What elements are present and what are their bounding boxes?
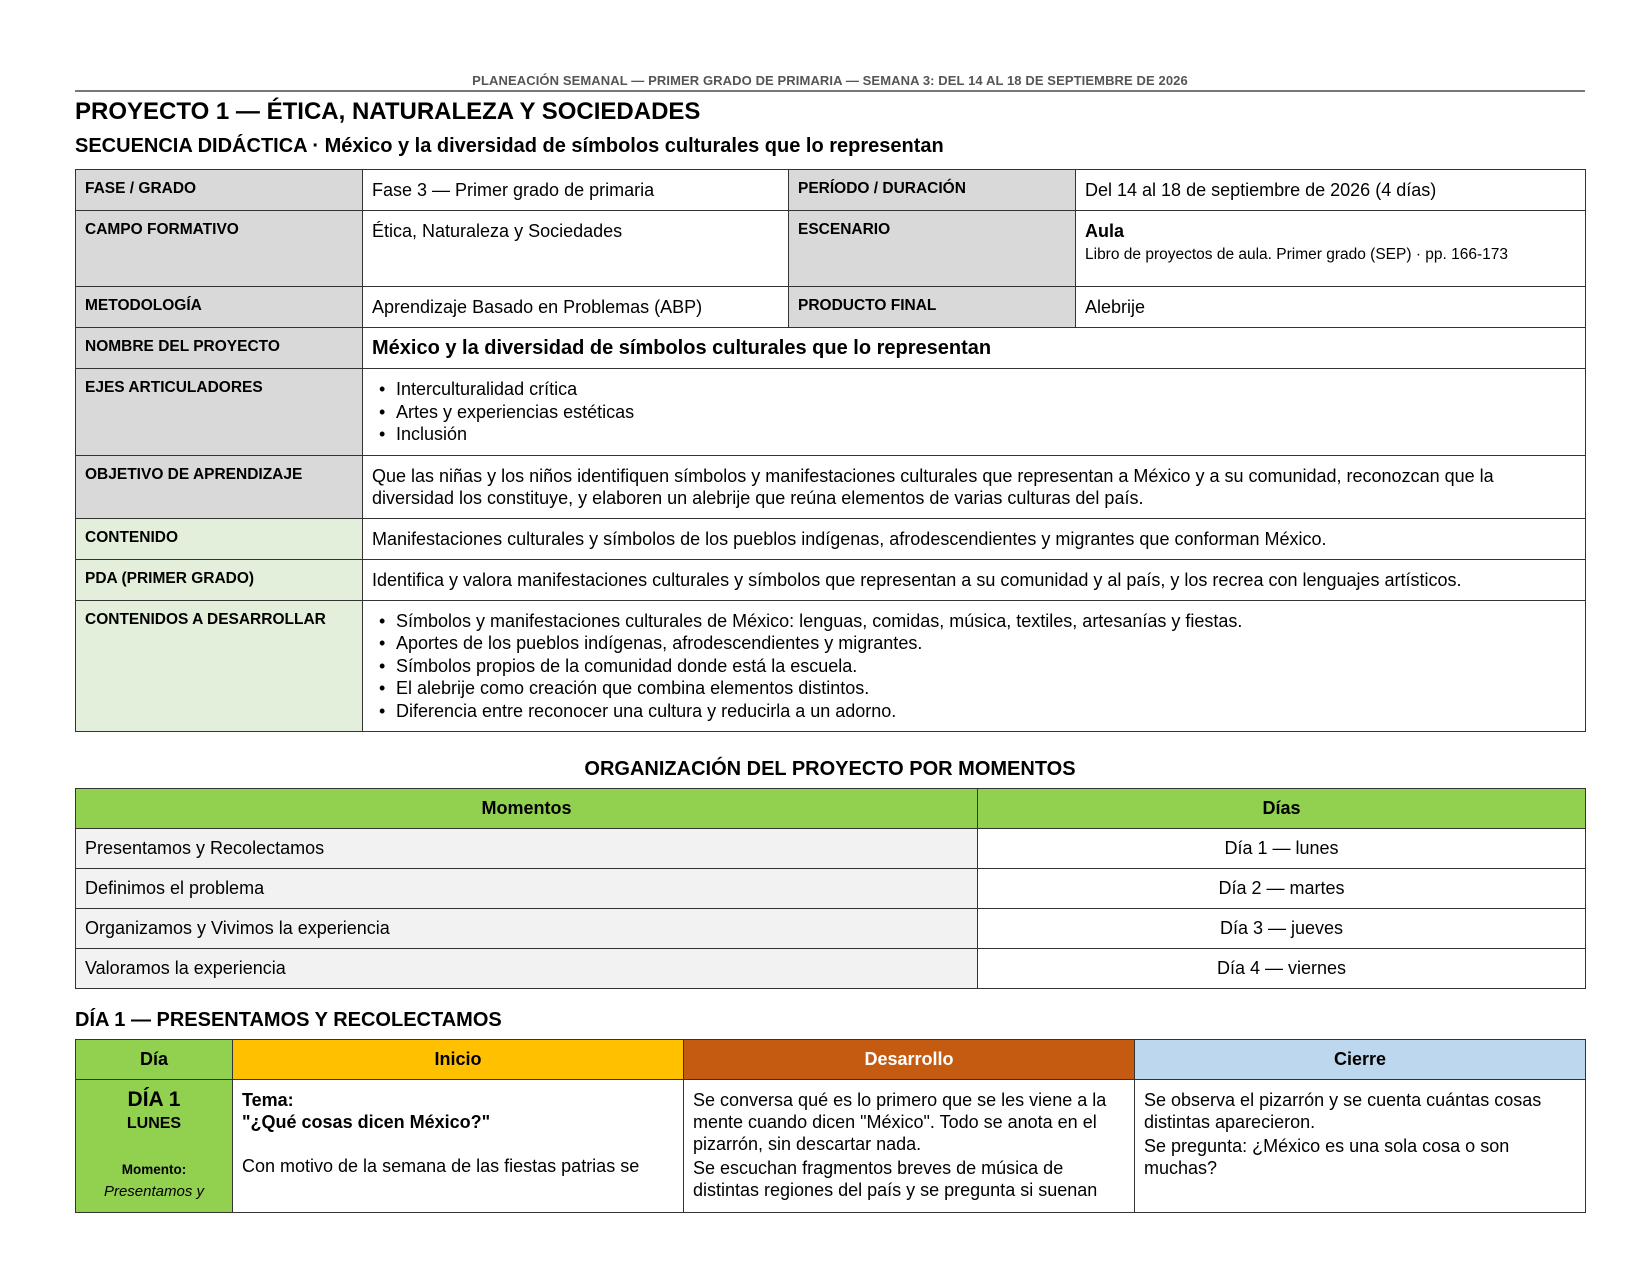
info-row-nombre xyxy=(76,328,1586,369)
sequence-title: SECUENCIA DIDÁCTICA · México y la diversidad de símbolos culturales que lo representan xyxy=(75,135,944,157)
desarrollo-paragraph: Se conversa qué es lo primero que se les viene a la mente cuando dicen "México". Todo se anota en el pizarrón, sin descartar nada. xyxy=(693,1090,1107,1154)
dia-cell: Día 1 — lunes xyxy=(978,829,1586,869)
campo-label: CAMPO FORMATIVO xyxy=(76,211,363,287)
inicio-text: Con motivo de la semana de las fiestas patrias se xyxy=(242,1156,640,1176)
nombre-label: NOMBRE DEL PROYECTO xyxy=(76,328,363,369)
cierre-cell xyxy=(1135,1080,1586,1213)
project-title: PROYECTO 1 — ÉTICA, NATURALEZA Y SOCIEDADES xyxy=(75,98,701,125)
escenario-cell xyxy=(1076,211,1586,287)
contenido-value: Manifestaciones culturales y símbolos de los pueblos indígenas, afrodescendientes y migrantes que conforman México. xyxy=(363,518,1586,559)
cierre-paragraph: Se observa el pizarrón y se cuenta cuántas cosas distintas aparecieron. xyxy=(1144,1090,1542,1132)
desarrollo-paragraph: Se escuchan fragmentos breves de música de distintas regiones del país y se pregunta si suenan xyxy=(693,1158,1098,1200)
dia-cell: Día 4 — viernes xyxy=(978,949,1586,989)
day-number: DÍA 1 xyxy=(127,1088,181,1111)
contenidos-list xyxy=(372,610,1576,723)
list-item: • Símbolos propios de la comunidad donde está la escuela. xyxy=(372,655,1576,678)
list-item: • El alebrije como creación que combina elementos distintos. xyxy=(372,677,1576,700)
organization-header-row xyxy=(76,789,1586,829)
metodologia-label: METODOLOGÍA xyxy=(76,287,363,328)
periodo-label: PERÍODO / DURACIÓN xyxy=(789,170,1076,211)
day-name: LUNES xyxy=(126,1115,182,1132)
tema-question: "¿Qué cosas dicen México?" xyxy=(242,1112,491,1132)
momento-cell: Organizamos y Vivimos la experiencia xyxy=(76,909,978,949)
moment-value: Presentamos y xyxy=(103,1183,205,1200)
contenidos-label: CONTENIDOS A DESARROLLAR xyxy=(76,600,363,732)
table-row xyxy=(76,909,1586,949)
list-item: • Diferencia entre reconocer una cultura y reducirla a un adorno. xyxy=(372,700,1576,723)
ejes-cell xyxy=(363,369,1586,456)
day1-title: DÍA 1 — PRESENTAMOS Y RECOLECTAMOS xyxy=(75,1009,502,1031)
ejes-list xyxy=(372,378,1576,446)
escenario-label: ESCENARIO xyxy=(789,211,1076,287)
list-item: • Interculturalidad crítica xyxy=(372,378,1576,401)
col-dia: Día xyxy=(76,1040,233,1080)
table-row xyxy=(76,869,1586,909)
moment-label: Momento: xyxy=(121,1162,187,1177)
info-row-objetivo xyxy=(76,455,1586,518)
project-info-table xyxy=(75,169,1586,732)
running-header: PLANEACIÓN SEMANAL — PRIMER GRADO DE PRIMARIA — SEMANA 3: DEL 14 AL 18 DE SEPTIEMBRE DE 2026 xyxy=(472,73,1188,88)
inicio-cell xyxy=(233,1080,684,1213)
metodologia-value: Aprendizaje Basado en Problemas (ABP) xyxy=(363,287,789,328)
campo-value: Ética, Naturaleza y Sociedades xyxy=(363,211,789,287)
objetivo-label: OBJETIVO DE APRENDIZAJE xyxy=(76,455,363,518)
col-momentos: Momentos xyxy=(76,789,978,829)
fase-value: Fase 3 — Primer grado de primaria xyxy=(363,170,789,211)
fase-label: FASE / GRADO xyxy=(76,170,363,211)
day1-table xyxy=(75,1039,1586,1213)
list-item: • Inclusión xyxy=(372,423,1576,446)
pda-label: PDA (PRIMER GRADO) xyxy=(76,559,363,600)
momento-cell: Presentamos y Recolectamos xyxy=(76,829,978,869)
day1-header-row xyxy=(76,1040,1586,1080)
table-row xyxy=(76,829,1586,869)
info-row-campo xyxy=(76,211,1586,287)
periodo-value: Del 14 al 18 de septiembre de 2026 (4 días) xyxy=(1076,170,1586,211)
tema-label: Tema: xyxy=(242,1090,294,1110)
organization-title: ORGANIZACIÓN DEL PROYECTO POR MOMENTOS xyxy=(584,758,1076,780)
day1-content-row xyxy=(76,1080,1586,1213)
list-item: • Artes y experiencias estéticas xyxy=(372,401,1576,424)
producto-value: Alebrije xyxy=(1076,287,1586,328)
momento-cell: Definimos el problema xyxy=(76,869,978,909)
info-row-ejes xyxy=(76,369,1586,456)
escenario-note: Libro de proyectos de aula. Primer grado (SEP) · pp. 166-173 xyxy=(1085,246,1509,263)
organization-table xyxy=(75,788,1586,989)
list-item: • Símbolos y manifestaciones culturales de México: lenguas, comidas, música, textiles, artesanías y fiestas. xyxy=(372,610,1576,633)
col-cierre: Cierre xyxy=(1135,1040,1586,1080)
info-row-pda xyxy=(76,559,1586,600)
day-cell xyxy=(76,1080,233,1213)
col-desarrollo: Desarrollo xyxy=(684,1040,1135,1080)
col-inicio: Inicio xyxy=(233,1040,684,1080)
table-row xyxy=(76,949,1586,989)
objetivo-value: Que las niñas y los niños identifiquen símbolos y manifestaciones culturales que representan a México y a su comunidad, reconozcan que la diversidad los constituye, y elaboren un alebrije que reúna elementos de varias culturas del país. xyxy=(363,455,1586,518)
col-dias: Días xyxy=(978,789,1586,829)
momento-cell: Valoramos la experiencia xyxy=(76,949,978,989)
header-rule xyxy=(75,90,1585,92)
dia-cell: Día 3 — jueves xyxy=(978,909,1586,949)
info-row-fase xyxy=(76,170,1586,211)
info-row-contenido xyxy=(76,518,1586,559)
escenario-value: Aula xyxy=(1085,221,1125,241)
contenido-label: CONTENIDO xyxy=(76,518,363,559)
contenidos-cell xyxy=(363,600,1586,732)
list-item: • Aportes de los pueblos indígenas, afrodescendientes y migrantes. xyxy=(372,632,1576,655)
cierre-paragraph: Se pregunta: ¿México es una sola cosa o son muchas? xyxy=(1144,1136,1510,1178)
info-row-metodologia xyxy=(76,287,1586,328)
nombre-value: México y la diversidad de símbolos culturales que lo representan xyxy=(363,328,1586,369)
pda-value: Identifica y valora manifestaciones culturales y símbolos que representan a su comunidad y al país, y los recrea con lenguajes artísticos. xyxy=(363,559,1586,600)
producto-label: PRODUCTO FINAL xyxy=(789,287,1076,328)
dia-cell: Día 2 — martes xyxy=(978,869,1586,909)
desarrollo-cell xyxy=(684,1080,1135,1213)
info-row-contenidos xyxy=(76,600,1586,732)
ejes-label: EJES ARTICULADORES xyxy=(76,369,363,456)
